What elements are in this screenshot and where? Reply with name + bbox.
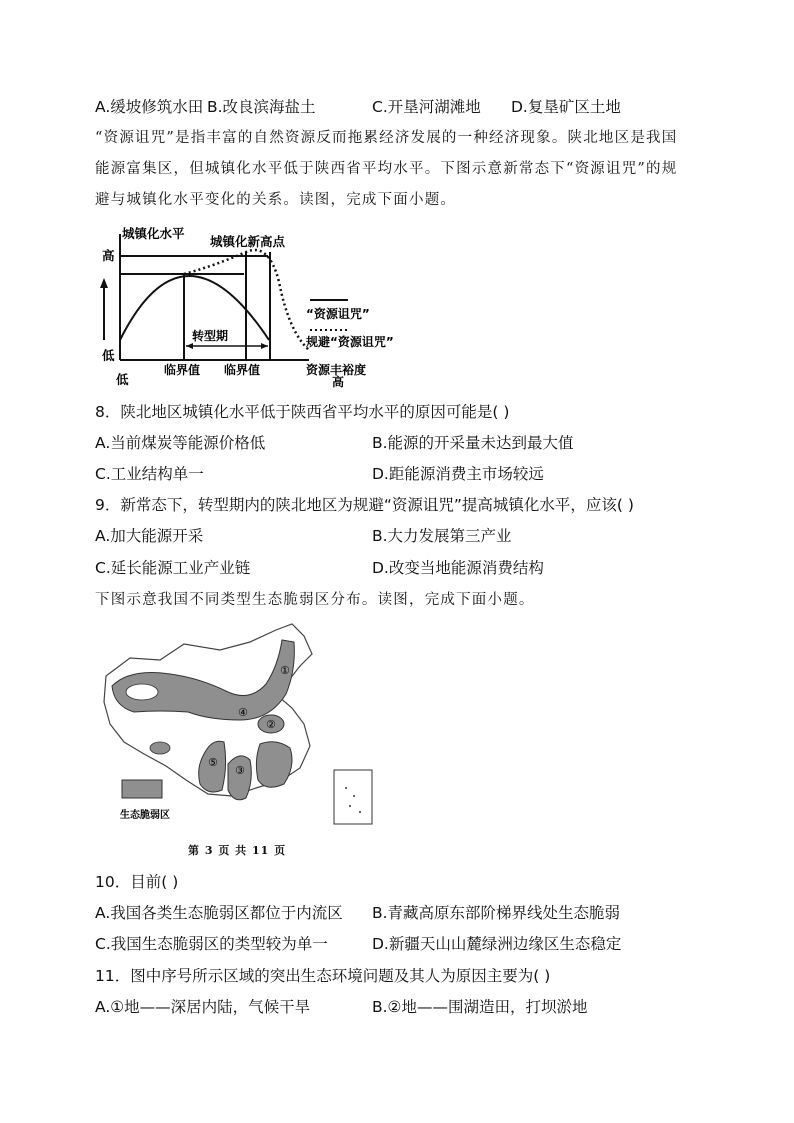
map-marker-5: ⑤ xyxy=(208,756,218,769)
intro1-line-1: “资源诅咒”是指丰富的自然资源反而拖累经济发展的一种经济现象。陕北地区是我国 xyxy=(95,130,678,146)
fig1-new-high-label: 城镇化新高点 xyxy=(210,234,286,249)
q11-option-a: A.①地——深居内陆，气候干旱 xyxy=(95,998,311,1016)
q7-option-d: D.复垦矿区土地 xyxy=(511,98,621,116)
map-legend-label: 生态脆弱区 xyxy=(120,810,170,821)
q8-option-d: D.距能源消费主市场较远 xyxy=(372,465,544,483)
fig1-x-low: 低 xyxy=(116,372,129,387)
fig1-y-low: 低 xyxy=(102,348,115,363)
q10-option-d: D.新疆天山山麓绿洲边缘区生态稳定 xyxy=(372,935,622,953)
intro1-line-3: 避与城镇化水平变化的关系。读图，完成下面小题。 xyxy=(95,192,457,208)
page-footer: 第 3 页 共 11 页 xyxy=(188,844,287,857)
map-marker-4: ④ xyxy=(238,706,248,719)
q7-option-c: C.开垦河湖滩地 xyxy=(372,98,481,116)
map-legend-swatch xyxy=(122,780,162,798)
q8-option-c: C.工业结构单一 xyxy=(95,465,204,483)
q11-stem: 11．图中序号所示区域的突出生态环境问题及其人为原因主要为( ) xyxy=(95,967,551,985)
q8-stem: 8．陕北地区城镇化水平低于陕西省平均水平的原因可能是( ) xyxy=(95,403,510,421)
q10-option-b: B.青藏高原东部阶梯界线处生态脆弱 xyxy=(372,904,621,922)
fig1-threshold-1: 临界值 xyxy=(164,363,201,377)
q10-option-c: C.我国生态脆弱区的类型较为单一 xyxy=(95,935,328,953)
q9-option-b: B.大力发展第三产业 xyxy=(372,527,512,545)
fig1-transition-label: 转型期 xyxy=(192,329,229,343)
map-inset-box xyxy=(334,770,372,824)
fig1-legend-curse: “资源诅咒” xyxy=(306,307,370,321)
q8-option-a: A.当前煤炭等能源价格低 xyxy=(95,434,266,452)
q7-option-b: B.改良滨海盐土 xyxy=(207,98,316,116)
figure-resource-curse xyxy=(94,222,424,392)
map-marker-2: ② xyxy=(266,718,276,731)
q8-option-b: B.能源的开采量未达到最大值 xyxy=(372,434,574,452)
fig1-y-axis-title: 城镇化水平 xyxy=(122,226,185,241)
q9-stem: 9．新常态下，转型期内的陕北地区为规避“资源诅咒”提高城镇化水平，应该( ) xyxy=(95,496,634,514)
intro1-line-2: 能源富集区，但城镇化水平低于陕西省平均水平。下图示意新常态下“资源诅咒”的规 xyxy=(95,161,678,177)
q11-option-b: B.②地——围湖造田，打坝淤地 xyxy=(372,998,588,1016)
intro2: 下图示意我国不同类型生态脆弱区分布。读图，完成下面小题。 xyxy=(95,592,535,608)
q10-option-a: A.我国各类生态脆弱区都位于内流区 xyxy=(95,904,343,922)
fig1-y-high: 高 xyxy=(102,248,115,263)
q9-option-c: C.延长能源工业产业链 xyxy=(95,559,251,577)
map-marker-3: ③ xyxy=(235,764,245,777)
fig1-x-axis-title: 资源丰裕度 xyxy=(306,363,367,377)
map-marker-1: ① xyxy=(280,664,290,677)
fig1-x-high: 高 xyxy=(332,375,345,389)
fig1-threshold-2: 临界值 xyxy=(224,363,261,377)
q9-option-a: A.加大能源开采 xyxy=(95,527,204,545)
q7-option-a: A.缓坡修筑水田 xyxy=(95,98,204,116)
q10-stem: 10．目前( ) xyxy=(95,873,179,891)
q9-option-d: D.改变当地能源消费结构 xyxy=(372,559,544,577)
fig1-legend-avoid: 规避“资源诅咒” xyxy=(306,335,394,349)
figure-fragile-regions-map xyxy=(100,620,380,835)
